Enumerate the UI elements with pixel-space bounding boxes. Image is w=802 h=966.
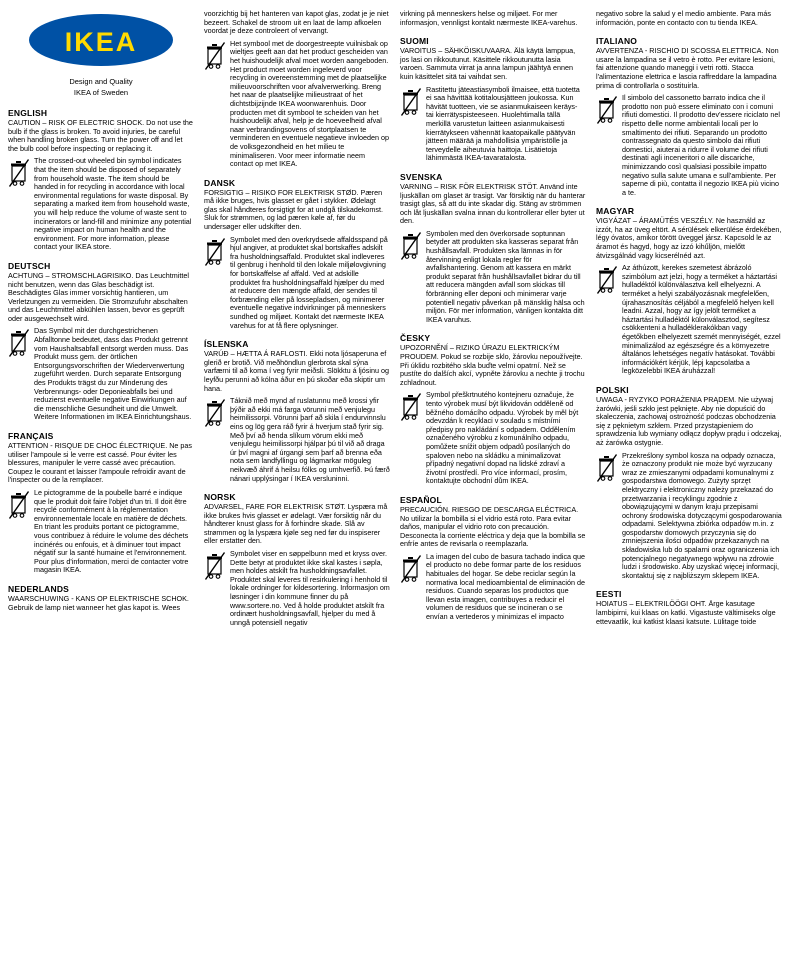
weee-row — [204, 40, 390, 169]
language-section-espanol — [400, 495, 586, 622]
warning-text: VIGYÁZAT – ÁRAMÜTÉS VESZÉLY. Ne használd az izzót, ha az üveg eltört. A sérülések elkerülése érdekében, légy óvatos, amikor törött üveggel jársz. Kapcsold le az áramot és hagyd, hogy az izzó kihűljön, mielőtt átvizsgálnád vagy kicserélnéd azt. — [596, 216, 782, 260]
weee-text: Rastitettu jäteastiasymboli ilmaisee, että tuotetta ei saa hävittää kotitalousjätteen joukossa. Kun hävität tuotteen, vie se asianmukaiseen keräys- tai kierrätyspisteeseen. Huolehtimalla tällä merkillä varustetun laitteen asianmukaisesti kierrätykseen vähennät kaatopaikalle päätyvän jätteen määrää ja mahdollisia ympäristölle ja terveydelle aiheutuvia haittoja. Lisätietoja lähimmästä IKEA-tavaratalosta. — [426, 84, 580, 163]
weee-text: Przekreślony symbol kosza na odpady oznacza, że oznaczony produkt nie może być wyrzucany wraz ze zmieszanymi odpadami komunalnymi z gospodarstwa domowego. Zużyty sprzęt elektryczny i elektroniczny należy przekazać do przetwarzania i recyklingu zgodnie z obowiązującymi w danym kraju przepisami ochrony środowiska dotyczącymi gospodarowania odpadami. Selektywna zbiórka odpadów m.in. z gospodarstw domowych przyczynia się do zmniejszenia ilości odpadów przekazanych na składowiska lub do spalarni oraz ograniczenia ich potencjalnego negatywnego wpływu na zdrowie ludzi i środowisko. Aby uzyskać więcej informacji, skontaktuj się z najbliższym sklepem IKEA. — [622, 450, 782, 580]
crossed-out-wheeled-bin-icon — [204, 237, 226, 267]
weee-text: Táknið með mynd af ruslatunnu með krossi yfir þýðir að ekki má farga vörunni með venjulegu heimilissorpi. Vörunni þarf að skila í endurvinnslu eins og lög gera ráð fyrir á hverjum stað fyrir sig. Með því að henda slíkum vörum ekki með venjulegu heimilissorpi hjálpar þú til við að draga úr því magni af úrgangi sem þarf að brenna eða nota sem landfyllingu og lágmarkar möguleg neikvæð áhrif á heilsu fólks og umhverfið. Þú færð nánari upplýsingar í IKEA versluninni. — [230, 396, 390, 483]
language-heading: DEUTSCH — [8, 260, 51, 271]
warning-text: voorzichtig bij het hanteren van kapot glas, zodat je je niet bezeert. Schakel de stroom uit en laat de lamp afkoelen voordat je deze controleert of vervangt. — [204, 9, 389, 36]
language-section-dansk — [204, 178, 390, 331]
language-heading: SUOMI — [400, 36, 429, 47]
language-heading: ENGLISH — [8, 108, 48, 118]
language-section-nederlands-cont — [204, 10, 390, 169]
language-section-espanol-cont — [596, 10, 782, 27]
logo-caption-line1: Design and Quality — [69, 77, 133, 86]
language-section-eesti — [596, 589, 782, 626]
logo-caption-line2: IKEA of Sweden — [73, 88, 129, 97]
weee-row — [8, 327, 194, 422]
weee-row — [400, 553, 586, 622]
language-section-islenska — [204, 339, 390, 483]
language-section-francais — [8, 431, 194, 575]
language-heading: FRANÇAIS — [8, 431, 54, 441]
crossed-out-wheeled-bin-icon — [204, 398, 226, 428]
warning-text: VARÚÐ – HÆTTA Á RAFLOSTI. Ekki nota ljósaperuna ef glerið er brotið. Við meðhöndlun glerbrota skal sýna varfærni til að koma í veg fyrir meiðsli. Slökktu á ljósinu og leyfðu perunni að kólna áður en þú skoðar eða skiptir um hana. — [204, 349, 389, 393]
weee-text: Das Symbol mit der durchgestrichenen Abfalltonne bedeutet, dass das Produkt getrennt vom Haushaltsabfall entsorgt werden muss. Das Produkt muss gem. der örtlichen Entsorgungsvorschriften der Wiederverwertung zugeführt werden. Durch separate Entsorgung des Produkts trägst du zur Minderung des Verbrennungs- oder Deponieabfalls bei und reduzierst eventuelle negative Einwirkungen auf die menschliche Gesundheit und die Umwelt. Weitere Informationen im IKEA Einrichtungshaus. — [34, 326, 192, 422]
crossed-out-wheeled-bin-icon — [400, 231, 422, 261]
crossed-out-wheeled-bin-icon — [204, 551, 226, 581]
language-heading: NORSK — [204, 492, 236, 503]
language-section-suomi — [400, 36, 586, 163]
crossed-out-wheeled-bin-icon — [596, 95, 618, 125]
language-heading: DANSK — [204, 177, 236, 188]
warning-text: WAARSCHUWING - KANS OP ELEKTRISCHE SCHOK. Gebruik de lamp niet wanneer het glas kapot is. Wees — [8, 593, 189, 612]
column-1 — [8, 10, 194, 958]
svg-text:IKEA: IKEA — [64, 27, 138, 57]
crossed-out-wheeled-bin-icon — [8, 490, 30, 520]
weee-row — [204, 550, 390, 627]
language-heading: MAGYAR — [596, 206, 635, 217]
crossed-out-wheeled-bin-icon — [204, 41, 226, 71]
crossed-out-wheeled-bin-icon — [400, 554, 422, 584]
column-4 — [596, 10, 782, 958]
weee-row — [8, 157, 194, 252]
language-heading: EESTI — [596, 589, 622, 600]
language-section-magyar — [596, 206, 782, 376]
warning-text: HOIATUS – ELEKTRILÖÖGI OHT. Ärge kasutage lambipirni, kui klaas on katki. Vigastuste vältimiseks olge ettevaatlik, kui katkist klaasi katsute. Lülitage toide — [596, 599, 776, 626]
warning-text: PRECAUCIÓN. RIESGO DE DESCARGA ELÉCTRICA. No utilizar la bombilla si el vidrio está roto. Para evitar daños, manipular el vidrio roto con precaución. Desconecta la corriente eléctrica y deja que la bombilla se enfríe antes de revisarla o reemplazarla. — [400, 504, 586, 549]
column-3 — [400, 10, 586, 958]
crossed-out-wheeled-bin-icon — [596, 453, 618, 483]
warning-text: virkning på menneskers helse og miljøet. For mer informasjon, vennligst kontakt nærmeste IKEA-varehus. — [400, 9, 578, 27]
warning-text: FORSIGTIG – RISIKO FOR ELEKTRISK STØD. Pæren må ikke bruges, hvis glasset er gået i stykker. Ødelagt glas skal håndteres forsigtigt for at undgå tilskadekomst. Sluk for strømmen, og lad pæren køle af, før du undersøger eller udskifter den. — [204, 187, 383, 232]
language-section-english — [8, 108, 194, 252]
crossed-out-wheeled-bin-icon — [8, 328, 30, 358]
warning-text: ADVARSEL, FARE FOR ELEKTRISK STØT. Lyspæra må ikke brukes hvis glasset er ødelagt. Vær forsiktig når du håndterer knust glass for å forhindre skade. Slå av strømmen og la lyspæra kjøle seg ned før du inspiserer eller erstatter den. — [204, 502, 388, 546]
weee-row — [8, 489, 194, 575]
ikea-logo-block — [8, 10, 194, 98]
language-section-italiano — [596, 36, 782, 197]
language-section-norsk-cont — [400, 10, 586, 27]
language-section-norsk — [204, 492, 390, 627]
weee-text: The crossed-out wheeled bin symbol indicates that the item should be disposed of separately from household waste. The item should be handed in for recycling in accordance with local environmental regulations for waste disposal. By separating a marked item from household waste, you will help reduce the volume of waste sent to incinerators or land-fill and minimize any potential negative impact on human health and the environment. For more information, please contact your IKEA store. — [34, 156, 192, 252]
language-section-deutsch — [8, 261, 194, 422]
language-heading: NEDERLANDS — [8, 583, 70, 594]
warning-text: CAUTION – RISK OF ELECTRIC SHOCK. Do not use the bulb if the glass is broken. To avoid injuries, be careful when handling broken glass. Turn the power off and let the bulb cool before inspecting or replacing it. — [8, 118, 193, 153]
weee-row — [596, 452, 782, 581]
weee-row — [596, 264, 782, 376]
warning-text: VARNING – RISK FÖR ELEKTRISK STÖT. Använd inte ljuskällan om glaset är trasigt. Var försiktig när du hanterar trasigt glas, så att du inte skadar dig. Stäng av strömmen och låt ljuskällan svalna innan du kontrollerar eller byter ut den. — [400, 181, 586, 226]
language-heading: ÍSLENSKA — [204, 339, 249, 350]
weee-row — [400, 86, 586, 163]
weee-text: La imagen del cubo de basura tachado indica que el producto no debe formar parte de los residuos habituales del hogar. Se debe reciclar según la normativa local medioambiental de eliminación de residuos. Cuando separas los productos que llevan esta imagen, contribuyes a reducir el volumen de residuos que se incineran o se envían a vertederos y minimizas el impacto — [426, 551, 586, 622]
warning-text: ATTENTION - RISQUE DE CHOC ÉLECTRIQUE. Ne pas utiliser l'ampoule si le verre est cassé. Pour éviter les blessures, manipuler le verre cassé avec précaution. Coupez le courant et laisser l'ampoule refroidir avant de l'inspecter ou de la remplacer. — [8, 441, 192, 485]
column-2 — [204, 10, 390, 958]
weee-text: Symbolet viser en søppelbunn med et kryss over. Dette betyr at produktet ikke skal kastes i søpla, men holdes atskilt fra husholdningsavfallet. Produktet skal leveres til resirkulering i henhold til lokale ordninger for kildesortering. Informasjon om løsninger i din kommune finner du på www.sortere.no. Ved å holde produktet atskilt fra ordinært husholdningsavfall, hjelper du med å unngå potensiell negativ — [230, 549, 390, 627]
warning-text: ACHTUNG – STROMSCHLAGRISIKO. Das Leuchtmittel nicht benutzen, wenn das Glas beschädigt ist. Beschädigtes Glas immer vorsichtig hantieren, um Verletzungen zu vermeiden. Die Stromzufuhr abschalten und das Leuchtmittel abkühlen lassen, bevor es geprüft oder ausgewechselt wird. — [8, 270, 189, 323]
language-section-cesky — [400, 333, 586, 486]
weee-row — [400, 391, 586, 486]
weee-text: Il simbolo del cassonetto barrato indica che il prodotto non può essere eliminato con i comuni rifiuti domestici. Il prodotto dev'essere riciclato nel rispetto delle norme ambientali locali per lo smaltimento dei rifiuti. Separando un prodotto contrassegnato da questo simbolo dai rifiuti domestici, aiuterai a ridurre il volume dei rifiuti destinati agli inceneritori o alle discariche, minimizzando così qualsiasi possibile impatto negativo sulla salute umana e sull'ambiente. Per saperne di più, contatta il negozio IKEA più vicino a te. — [622, 93, 780, 197]
weee-text: Symbolet med den overkrydsede affaldsspand på hjul angiver, at produktet skal bortskaffes adskilt fra husholdningsaffald. Produktet skal indleveres til genbrug i henhold til den lokale miljølovgivning for bortskaffelse af affald. Ved at adskille produktet fra husholdningsaffald hjælper du med at reducere den mængde affald, der sendes til forbrænding eller på lossepladsen, og minimerer eventuelle negative indvirkninger på menneskers sundhed og miljøet. Kontakt det nærmeste IKEA varehus for at få flere oplysninger. — [230, 234, 388, 330]
language-heading: ITALIANO — [596, 36, 638, 47]
weee-row — [596, 94, 782, 197]
weee-row — [400, 230, 586, 325]
weee-text: Het symbool met de doorgestreepte vuilnisbak op wieltjes geeft aan dat het product gescheiden van het huishoudelijk afval moet worden aangeboden. Het product moet worden ingeleverd voor recycling in overeenstemming met de plaatselijke milieuvoorschriften voor afvalverwerking. Breng het naar de plaatselijke milieustraat of het dichtstbijzijnde IKEA woonwarenhuis. Door producten met dit symbool te scheiden van het huishoudelijk afval, help je de hoeveelheid afval naar verbrandingsovens of stortplaatsen te verminderen en eventuele negatieve invloeden op de volksgezondheid en het milieu te minimaliseren. Voor meer informatie neem contact op met IKEA. — [230, 38, 390, 169]
language-heading: ESPAÑOL — [400, 494, 442, 505]
language-section-svenska — [400, 172, 586, 325]
warning-text: AVVERTENZA - RISCHIO DI SCOSSA ELETTRICA. Non usare la lampadina se il vetro è rotto. Per evitare lesioni, fai attenzione quando maneggi i vetri rotti. Stacca l'alimentazione elettrica e lascia raffreddare la lampadina prima di controllarla o sostituirla. — [596, 46, 779, 90]
language-heading: ČESKY — [400, 333, 431, 344]
crossed-out-wheeled-bin-icon — [596, 265, 618, 295]
warning-text: UWAGA - RYZYKO PORAŻENIA PRĄDEM. Nie używaj żarówki, jeśli szkło jest pęknięte. Aby nie dopuścić do skaleczenia, zachowaj ostrożność podczas obchodzenia się z pęknietym szkłem. Przed przystąpieniem do sprawdzenia lub wymiany odłącz dopływ prądu i odczekaj, aż żarówka ostygnie. — [596, 394, 782, 447]
language-heading: SVENSKA — [400, 171, 443, 182]
warning-text: UPOZORNĚNÍ – RIZIKO ÚRAZU ELEKTRICKÝM PROUDEM. Pokud se rozbije sklo, žárovku nepoužívejte. Při úklidu rozbitého skla buďte velmi opatrní. Než se pustíte do dalších akcí, vypněte žárovku a nechte ji trochu zchladnout. — [400, 343, 585, 387]
weee-text: Symbol přeškrtnutého kontejneru označuje, že tento výrobek musí být likvidován odděleně od běžného domácího odpadu. Výrobek by měl být odevzdán k recyklaci v souladu s místními předpisy pro nakládání s odpadem. Oddělením označeného výrobku z komunálního odpadu, pomůžete snížit objem odpadů posílaných do spaloven nebo na skládku a minimalizovat případný negativní dopad na lidské zdraví a životní prostředí. Pro více informací, prosím, kontaktujte obchodní dům IKEA. — [426, 390, 579, 486]
weee-text: Le pictogramme de la poubelle barré e indique que le produit doit faire l'objet d'un tri. Il doit être recyclé conformément à la réglementation environnementale locale en matière de déchets. En triant les produits portant ce pictogramme, vous contribuez à réduire le volume des déchets incinérés ou enfouis, et à diminuer tout impact négatif sur la santé humaine et l'environnement. Pour plus d'information, merci de contacter votre magasin IKEA. — [34, 487, 189, 575]
crossed-out-wheeled-bin-icon — [400, 392, 422, 422]
warning-text: VAROITUS – SÄHKÖISKUVAARA. Älä käytä lamppua, jos lasi on rikkoutunut. Käsittele rikkoutunutta lasia varoen. Sammuta virrat ja anna lampun jäähtyä ennen kuin käsittelet sitä tai vaihdat sen. — [400, 46, 576, 81]
weee-text: Az áthúzott, kerekes szemetest ábrázoló szimbólum azt jelzi, hogy a terméket a háztartási hulladéktól különválasztva kell elhelyezni. A terméket a helyi szabályozásnak megfelelően, újrahasznosítás céljából a megfelelő helyen kell leadni. Azzal, hogy az így jelölt terméket a háztartási hulladéktól külonválasztod, segítesz csökkenteni a hulladéklerakókban vagy égetőkben elhelyezett szemét mennyiségét, ezzel minimalizálod az egészségre és a környezetre általános lehetséges negatív hatásokat. További információkért kérjük, lépj kapcsolatba a legközelebbi IKEA áruházzal! — [622, 263, 781, 376]
warning-text: negativo sobre la salud y el medio ambiente. Para más información, ponte en contacto con tu tienda IKEA. — [596, 9, 771, 27]
crossed-out-wheeled-bin-icon — [8, 158, 30, 188]
language-section-nederlands — [8, 584, 194, 612]
weee-row — [204, 397, 390, 483]
language-heading: POLSKI — [596, 384, 629, 395]
crossed-out-wheeled-bin-icon — [400, 87, 422, 117]
weee-text: Symbolen med den överkorsade soptunnan betyder att produkten ska kasseras separat från hushållsavfall. Produkten ska lämnas in för återvinning enligt lokala regler för avfallshantering. Genom att kassera en märkt produkt separat från hushållsavfallet bidrar du till att reducera mängden avfall som skickas till förbränning eller deponi och minimerar varje potentiell negativ påverkan på mänsklig hälsa och miljön. För mer information, vänligen kontakta ditt IKEA varuhus. — [426, 228, 585, 324]
weee-row — [204, 236, 390, 331]
language-section-polski — [596, 385, 782, 580]
ikea-logo-icon — [26, 10, 176, 70]
